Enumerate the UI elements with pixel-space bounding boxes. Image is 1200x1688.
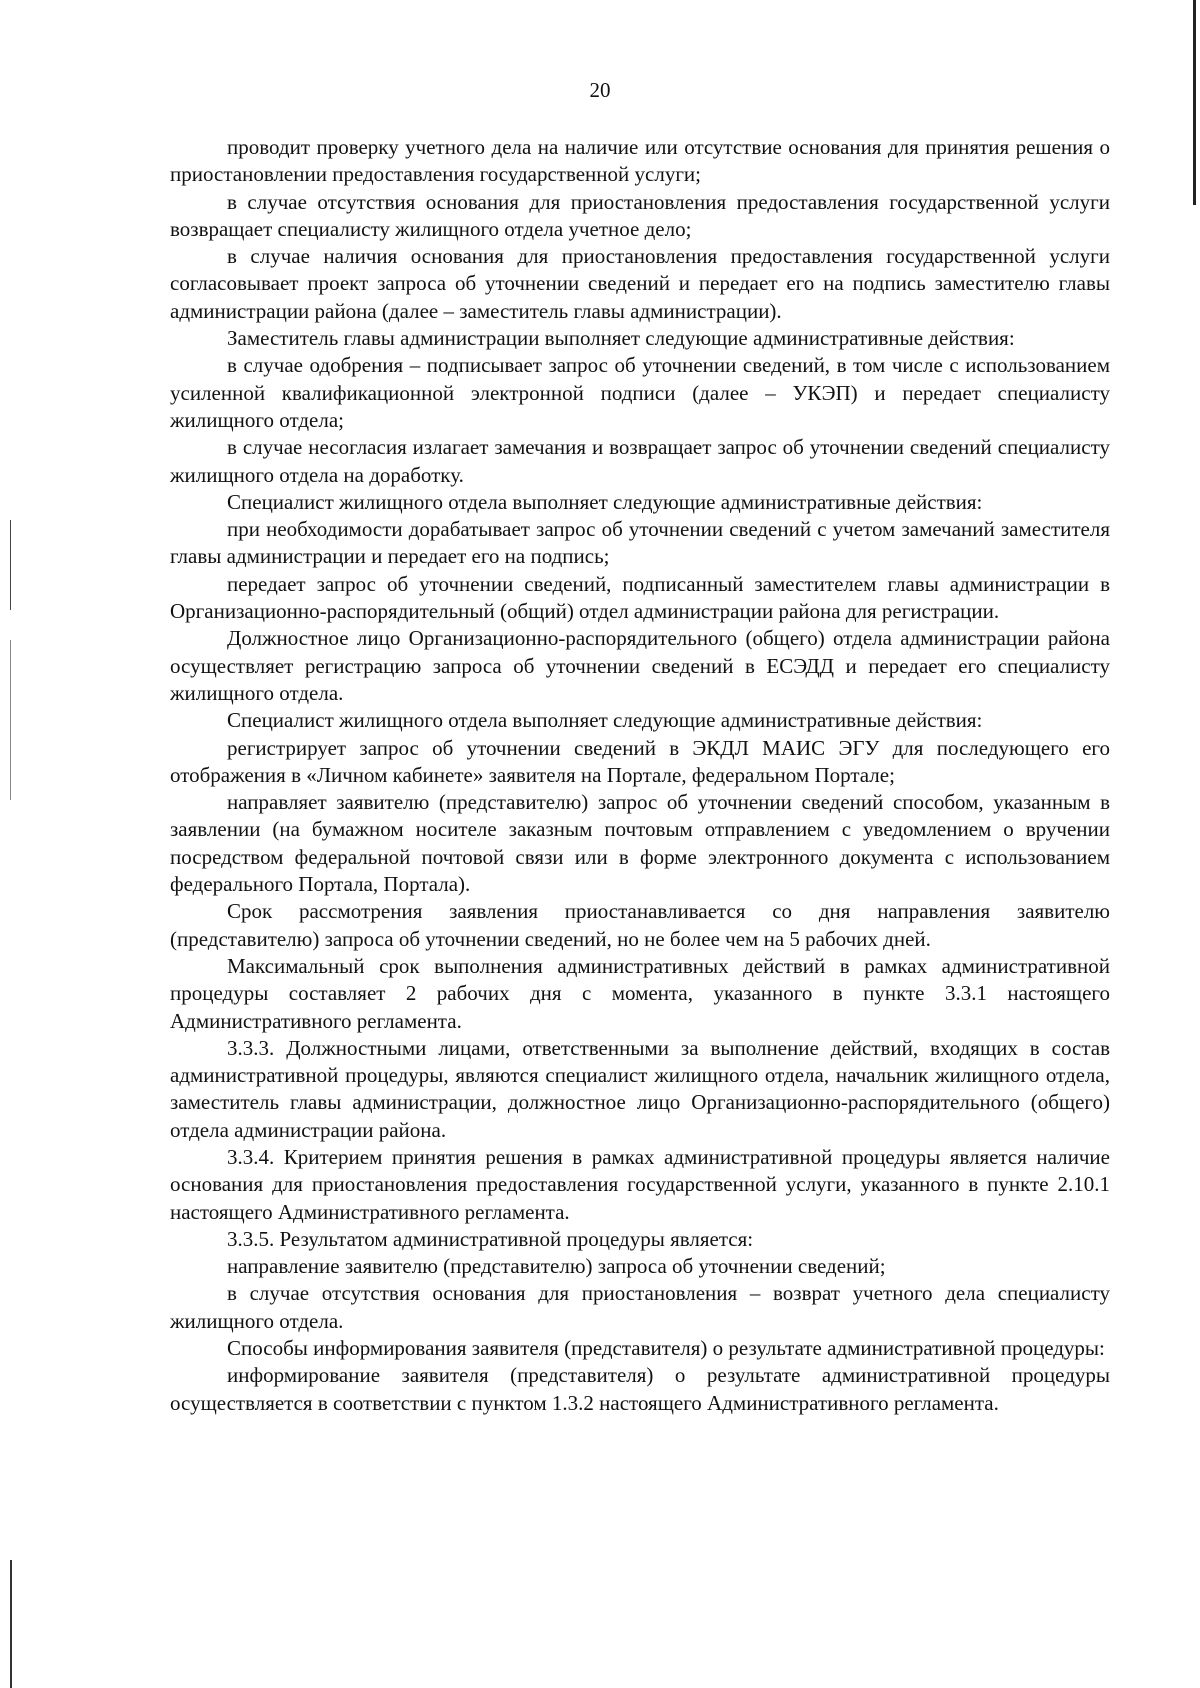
paragraph: в случае отсутствия основания для приостановления предоставления государственной услуги возвращает специалисту жилищного отдела учетное дело;	[170, 189, 1110, 241]
paragraph: в случае несогласия излагает замечания и возвращает запрос об уточнении сведений специалисту жилищного отдела на доработку.	[170, 435, 1110, 487]
paragraph: Способы информирования заявителя (представителя) о результате административной процедуры:	[227, 1336, 1105, 1361]
paragraph: в случае одобрения – подписывает запрос об уточнении сведений, в том числе с использованием усиленной квалификационной электронной подписи (далее – УКЭП) и передает специалисту жилищного отдела;	[170, 353, 1110, 432]
paragraph: 3.3.4. Критерием принятия решения в рамках административной процедуры является наличие основания для приостановления предоставления государственной услуги, указанного в пункте 2.10.1 настоящего Административного регламента.	[170, 1144, 1110, 1224]
document-body	[170, 134, 1110, 1417]
paragraph: Специалист жилищного отдела выполняет следующие административные действия:	[227, 708, 983, 733]
page-number: 20	[589, 78, 611, 102]
paragraph: при необходимости дорабатывает запрос об уточнении сведений с учетом замечаний заместителя главы администрации и передает его на подпись;	[170, 517, 1110, 569]
scan-edge-mark	[10, 640, 11, 800]
paragraph: информирование заявителя (представителя) о результате административной процедуры осуществляется в соответствии с пунктом 1.3.2 настоящего Административного регламента.	[170, 1363, 1110, 1415]
paragraph: Срок рассмотрения заявления приостанавливается со дня направления заявителю (представителю) запроса об уточнении сведений, но не более чем на 5 рабочих дней.	[170, 899, 1110, 951]
scan-edge-line	[1193, 0, 1196, 205]
paragraph: передает запрос об уточнении сведений, подписанный заместителем главы администрации в Организационно-распорядительный (общий) отдел администрации района для регистрации.	[170, 571, 1110, 624]
scan-edge-mark	[10, 1560, 12, 1688]
paragraph: Заместитель главы администрации выполняет следующие административные действия:	[227, 326, 1015, 351]
paragraph: 3.3.3. Должностными лицами, ответственными за выполнение действий, входящих в состав административной процедуры, являются специалист жилищного отдела, начальник жилищного отдела, заместитель главы администрации, должностное лицо Организационно-распорядительного (общего) отдела администрации района.	[170, 1035, 1110, 1142]
paragraph: в случае отсутствия основания для приостановления – возврат учетного дела специалисту жилищного отдела.	[170, 1281, 1110, 1333]
paragraph: 3.3.5. Результатом административной процедуры является:	[227, 1226, 754, 1251]
paragraph: Специалист жилищного отдела выполняет следующие административные действия:	[227, 489, 983, 514]
paragraph: проводит проверку учетного дела на наличие или отсутствие основания для принятия решения о приостановлении предоставления государственной услуги;	[170, 135, 1110, 187]
scan-edge-mark	[10, 520, 11, 610]
paragraph: регистрирует запрос об уточнении сведений в ЭКДЛ МАИС ЭГУ для последующего его отображения в «Личном кабинете» заявителя на Портале, федеральном Портале;	[170, 735, 1110, 787]
paragraph: Максимальный срок выполнения административных действий в рамках административной процедуры составляет 2 рабочих дня с момента, указанного в пункте 3.3.1 настоящего Административного регламента.	[170, 953, 1110, 1033]
paragraph: направляет заявителю (представителю) запрос об уточнении сведений способом, указанным в заявлении (на бумажном носителе заказным почтовым отправлением с уведомлением о вручении посредством федеральной почтовой связи или в форме электронного документа с использованием федерального Портала, Портала).	[170, 790, 1110, 897]
paragraph: направление заявителю (представителю) запроса об уточнении сведений;	[227, 1254, 886, 1279]
paragraph: в случае наличия основания для приостановления предоставления государственной услуги согласовывает проект запроса об уточнении сведений и передает его на подпись заместителю главы администрации района (далее – заместитель главы администрации).	[170, 244, 1110, 323]
paragraph: Должностное лицо Организационно-распорядительного (общего) отдела администрации района осуществляет регистрацию запроса об уточнении сведений в ЕСЭДД и передает его специалисту жилищного отдела.	[170, 626, 1110, 705]
